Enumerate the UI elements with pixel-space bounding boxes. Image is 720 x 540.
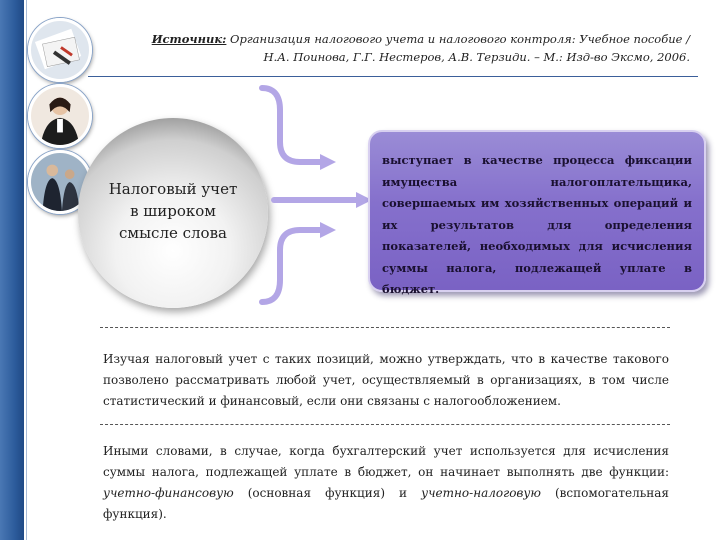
sidebar-divider bbox=[26, 0, 27, 540]
dashed-divider-2 bbox=[100, 424, 670, 425]
lower-bracket-arrow bbox=[262, 230, 322, 302]
term-accounting-financial: учетно-финансовую bbox=[103, 486, 234, 500]
paragraph-2-mid: (основная функция) и bbox=[233, 486, 422, 500]
source-line-1: Организация налогового учета и налогового контроля: Учебное пособие / bbox=[230, 32, 690, 46]
businesswoman-photo-icon bbox=[28, 84, 92, 148]
definition-text: выступает в качестве процесса фиксации имущества налогоплательщика, совершаемых им хозяйственных операций и их результатов для определения показателей, необходимых для исчисления суммы налога, подлежащей уплате в бюджет. bbox=[382, 153, 692, 296]
left-sidebar-band bbox=[0, 0, 24, 540]
header-rule bbox=[88, 76, 698, 77]
source-line-2: Н.А. Поинова, Г.Г. Нестеров, А.В. Терзиди. – М.: Изд-во Эксмо, 2006. bbox=[263, 50, 690, 64]
documents-photo-icon bbox=[28, 18, 92, 82]
concept-line-2: в широком bbox=[130, 202, 216, 220]
connector-arrows bbox=[250, 80, 380, 310]
upper-bracket-arrow bbox=[262, 88, 322, 162]
concept-label bbox=[84, 178, 262, 244]
paragraph-2-outro: (вспомогательная функция). bbox=[103, 486, 669, 521]
paragraph-1: Изучая налоговый учет с таких позиций, можно утверждать, что в качестве такового позволено рассматривать любой учет, осуществляемый в организациях, в том числе статистический и финансовый, если они связаны с налогообложением. bbox=[103, 352, 669, 408]
term-accounting-tax: учетно-налоговую bbox=[421, 486, 541, 500]
paragraph-2-intro: Иными словами, в случае, когда бухгалтерский учет используется для исчисления суммы налога, подлежащей уплате в бюджет, он начинает выполнять две функции: bbox=[103, 444, 669, 479]
paragraph-2 bbox=[103, 441, 669, 525]
concept-line-3: смысле слова bbox=[119, 224, 227, 242]
source-citation bbox=[150, 30, 690, 66]
source-label: Источник: bbox=[151, 32, 227, 46]
concept-line-1: Налоговый учет bbox=[108, 180, 238, 198]
dashed-divider-1 bbox=[100, 327, 670, 328]
